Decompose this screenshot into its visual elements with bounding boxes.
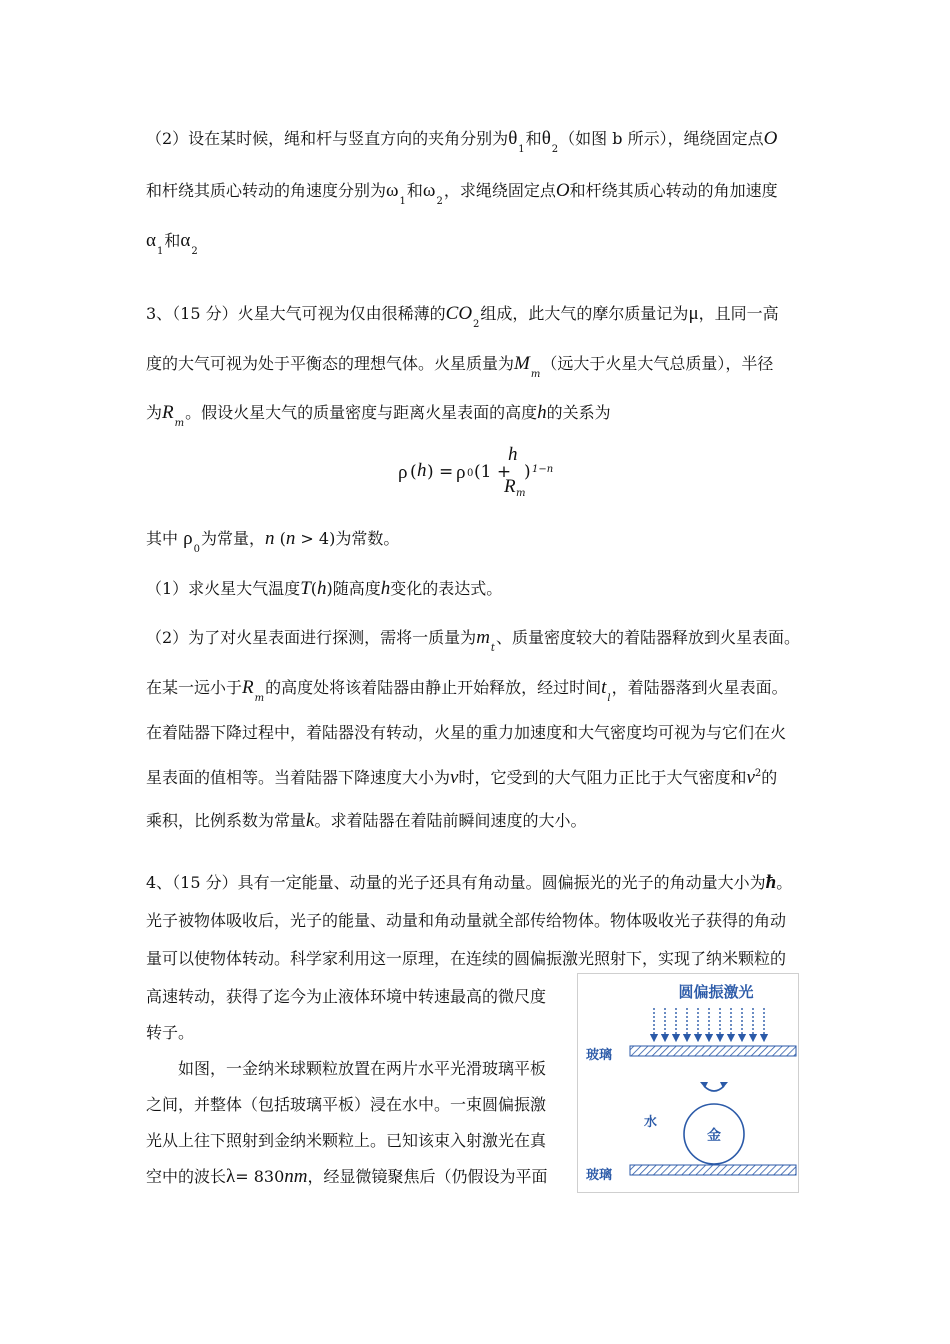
- q3-part2-line-3: [146, 722, 786, 744]
- figure-title: 圆偏振激光: [678, 983, 754, 1001]
- subscript: m: [254, 693, 265, 704]
- co2-formula: CO: [445, 303, 473, 324]
- rho-symbol: ρ: [398, 462, 408, 483]
- n-symbol: n: [264, 528, 275, 549]
- mu-symbol: μ: [688, 303, 699, 324]
- hbar-symbol: ħ: [765, 872, 777, 893]
- fraction-denominator: R: [504, 476, 516, 497]
- q4-line-6: [178, 1058, 546, 1080]
- q3-part2-line-5: [146, 810, 586, 832]
- time-symbol: t: [601, 677, 607, 698]
- subscript: t: [490, 643, 495, 654]
- k-symbol: k: [306, 810, 315, 831]
- height-symbol: h: [537, 402, 547, 423]
- q4-line-4: [146, 986, 546, 1008]
- q3-line-4: [146, 528, 399, 553]
- velocity-symbol: v: [746, 767, 755, 788]
- gold-nanoparticle-figure: [577, 973, 799, 1193]
- subscript: m: [174, 418, 185, 429]
- subscript: 1: [518, 144, 525, 155]
- mass-symbol: m: [476, 627, 490, 648]
- q4-text: 。: [776, 873, 793, 892]
- q3-line-2: [146, 353, 773, 378]
- q2-text: ，求绳绕固定点: [443, 181, 556, 200]
- glass-top-label: 玻璃: [586, 1048, 613, 1063]
- point-o: O: [555, 180, 570, 201]
- q3-text: 为常量，: [200, 529, 265, 548]
- glass-plate-top: [630, 1046, 796, 1056]
- height-symbol: h: [317, 578, 327, 599]
- q3-text: 组成，此大气的摩尔质量记为: [480, 304, 689, 323]
- q4-text: 如图，一金纳米球颗粒放置在两片水平光滑玻璃平板: [178, 1059, 547, 1078]
- q3-text: 度的大气可视为处于平衡态的理想气体。火星质量为: [146, 354, 515, 373]
- q3-part2-line-1: [146, 627, 800, 652]
- laser-arrows: [654, 1008, 764, 1038]
- formula-one-plus: (1 +: [474, 462, 512, 482]
- omega-symbol: ω: [422, 180, 436, 201]
- q2-text: （如图 b 所示），绳绕固定点: [559, 129, 764, 148]
- q4-line-5: [146, 1022, 194, 1044]
- theta-symbol: θ: [541, 128, 551, 149]
- lambda-symbol: λ: [226, 1166, 236, 1187]
- q3-text: 时，它受到的大气阻力正比于大气密度和: [458, 768, 747, 787]
- formula-paren: (: [410, 462, 417, 482]
- rotation-arrow: [704, 1086, 724, 1091]
- q4-line-3: [146, 948, 786, 970]
- radius-symbol: R: [162, 402, 174, 423]
- n-symbol: n: [285, 528, 296, 549]
- rho-symbol: ρ: [183, 528, 193, 549]
- formula-paren: ): [427, 462, 434, 482]
- gold-label: 金: [707, 1128, 721, 1144]
- q3-text: 其中: [146, 529, 179, 548]
- subscript: 1: [399, 196, 406, 207]
- subscript: 2: [473, 319, 480, 330]
- q2-and: 和: [164, 231, 181, 250]
- q2-text: 和杆绕其质心转动的角速度分别为: [146, 181, 387, 200]
- q4-line-7: [146, 1094, 546, 1116]
- point-o: O: [763, 128, 778, 149]
- q3-part1: [146, 578, 502, 600]
- unit-nm: nm: [284, 1166, 308, 1187]
- q3-part2-line-4: [146, 767, 777, 792]
- temperature-symbol: T: [300, 578, 311, 599]
- subscript: 2: [436, 196, 443, 207]
- formula-exponent: 1−n: [532, 464, 554, 475]
- height-symbol: h: [380, 578, 391, 599]
- q4-line-9: [146, 1166, 548, 1188]
- height-symbol: h: [417, 460, 427, 481]
- subscript: m: [530, 369, 541, 380]
- q3-text: 的高度处将该着陆器由静止开始释放，经过时间: [265, 678, 602, 697]
- water-label: 水: [644, 1115, 658, 1130]
- formula-paren: (: [310, 579, 318, 598]
- q4-text: 量可以使物体转动。科学家利用这一原理，在连续的圆偏振激光照射下，实现了纳米颗粒的: [146, 949, 787, 968]
- rho-symbol: ρ: [456, 462, 466, 483]
- q3-text: ，且同一高: [698, 304, 779, 323]
- q3-text: （2）为了对火星表面进行探测，需将一质量为: [146, 628, 477, 647]
- q2-and: 和: [406, 181, 423, 200]
- q4-line-8: [146, 1130, 546, 1152]
- density-formula: [398, 444, 568, 510]
- q3-text: 为: [146, 403, 163, 422]
- figure-diagram: [578, 974, 798, 1192]
- q4-text: ，经显微镜聚焦后（仍假设为平面: [307, 1167, 548, 1186]
- q2-text: 和杆绕其质心转动的角加速度: [569, 181, 778, 200]
- subscript: 2: [191, 246, 198, 257]
- q4-text: 光子被物体吸收后，光子的能量、动量和角动量就全部传给物体。物体吸收光子获得的角动: [146, 911, 787, 930]
- q4-text: 4、（15 分）具有一定能量、动量的光子还具有角动量。圆偏振光的光子的角动量大小为: [146, 873, 766, 892]
- q3-text: 为常数。: [335, 529, 400, 548]
- fraction-numerator: h: [508, 444, 518, 465]
- q2-line-1: [146, 128, 777, 153]
- q4-text: 高速转动，获得了迄今为止液体环境中转速最高的微尺度: [146, 987, 547, 1006]
- glass-bottom-label: 玻璃: [586, 1168, 613, 1183]
- subscript: 0: [193, 544, 200, 555]
- q3-text: 在着陆器下降过程中，着陆器没有转动，火星的重力加速度和大气密度均可视为与它们在火: [146, 723, 787, 742]
- velocity-symbol: v: [450, 767, 459, 788]
- formula-equals: =: [439, 462, 454, 482]
- omega-symbol: ω: [386, 180, 399, 201]
- q3-text: 星表面的值相等。当着陆器下降速度大小为: [146, 768, 451, 787]
- q3-text: 随高度: [332, 579, 381, 598]
- q2-line-2: [146, 180, 778, 205]
- q3-text: 的关系为: [546, 403, 611, 422]
- wavelength-value: = 830: [235, 1167, 285, 1186]
- q3-text: 3、（15 分）火星大气可视为仅由很稀薄的: [146, 304, 446, 323]
- q3-text: 、质量密度较大的着陆器释放到火星表面。: [495, 628, 800, 647]
- q3-text: 的: [761, 768, 778, 787]
- q4-line-1: [146, 872, 792, 894]
- q3-part2-line-2: [146, 677, 788, 702]
- q2-and: 和: [525, 129, 542, 148]
- q3-text: 变化的表达式。: [390, 579, 503, 598]
- q4-text: 转子。: [146, 1023, 195, 1042]
- q3-line-1: [146, 303, 779, 328]
- n-condition: > 4): [300, 529, 336, 548]
- q4-text: 空中的波长: [146, 1167, 227, 1186]
- alpha-symbol: α: [180, 230, 191, 251]
- q4-text: 之间，并整体（包括玻璃平板）浸在水中。一束圆偏振激: [146, 1095, 547, 1114]
- alpha-symbol: α: [146, 230, 156, 251]
- mass-symbol: M: [514, 353, 530, 374]
- q3-text: 乘积，比例系数为常量: [146, 811, 307, 830]
- superscript: 2: [754, 768, 762, 779]
- q3-text: ，着陆器落到火星表面。: [611, 678, 788, 697]
- q3-text: 。求着陆器在着陆前瞬间速度的大小。: [314, 811, 587, 830]
- subscript: m: [516, 488, 526, 499]
- theta-symbol: θ: [508, 128, 518, 149]
- q2-text: （2）设在某时候，绳和杆与竖直方向的夹角分别为: [146, 129, 509, 148]
- radius-symbol: R: [242, 677, 254, 698]
- q4-line-2: [146, 910, 786, 932]
- q3-text: （1）求火星大气温度: [146, 579, 301, 598]
- subscript: 1: [156, 246, 164, 257]
- n-condition-open: (: [279, 529, 286, 548]
- formula-paren: ): [326, 579, 333, 598]
- subscript: 0: [467, 468, 474, 479]
- formula-paren: ): [524, 462, 531, 482]
- glass-plate-bottom: [630, 1165, 796, 1175]
- q3-text: 。假设火星大气的质量密度与距离火星表面的高度: [185, 403, 538, 422]
- q4-text: 光从上往下照射到金纳米颗粒上。已知该束入射激光在真: [146, 1131, 547, 1150]
- subscript: l: [607, 693, 611, 704]
- q3-line-3: [146, 402, 611, 427]
- subscript: 2: [551, 144, 559, 155]
- q2-line-3: [146, 230, 199, 255]
- q3-text: 在某一远小于: [146, 678, 243, 697]
- q3-text: （远大于火星大气总质量），半径: [541, 354, 774, 373]
